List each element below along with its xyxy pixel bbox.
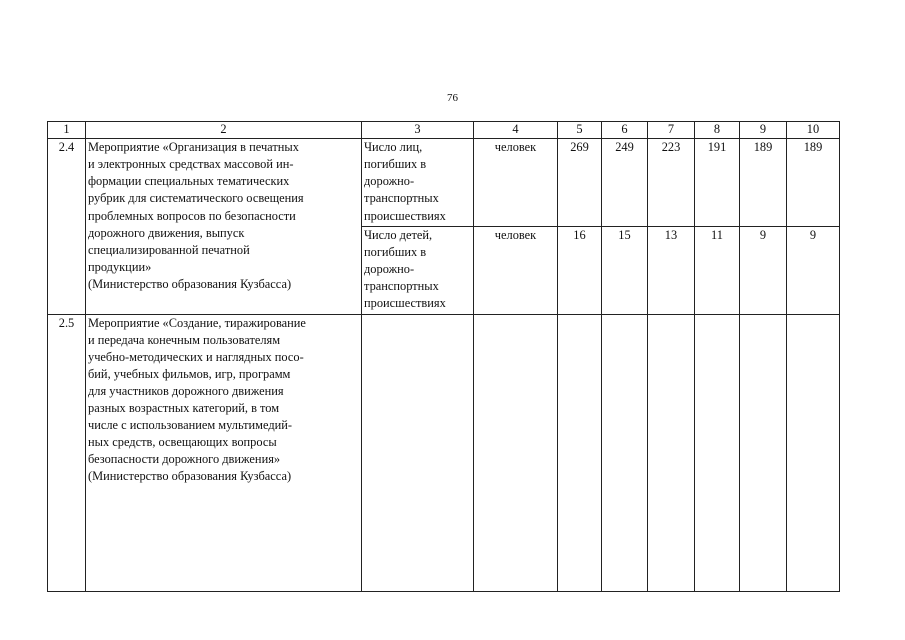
value-cell	[740, 314, 787, 591]
value-cell: 9	[740, 226, 787, 314]
value-cell: 15	[602, 226, 648, 314]
measure-line: формации специальных тематических	[88, 174, 290, 189]
measure-line: (Министерство образования Кузбасса)	[88, 276, 292, 291]
measure-line: бий, учебных фильмов, игр, программ	[88, 366, 291, 381]
column-number-header: 9	[740, 122, 787, 139]
column-number-header: 10	[787, 122, 840, 139]
measure-line: продукции»	[88, 259, 152, 274]
measure-line: ных средств, освещающих вопросы	[88, 435, 277, 450]
value-cell: 191	[695, 139, 740, 227]
column-number-header: 4	[474, 122, 558, 139]
unit-cell: человек	[474, 139, 558, 227]
value-cell	[558, 314, 602, 591]
value-cell	[602, 314, 648, 591]
value-cell: 9	[787, 226, 840, 314]
measure-cell	[86, 314, 362, 591]
value-cell: 189	[740, 139, 787, 227]
measure-line: разных возрастных категорий, в том	[88, 401, 280, 416]
indicator-line: происшествиях	[364, 208, 446, 223]
indicator-line: транспортных	[364, 191, 439, 206]
measure-line: безопасности дорожного движения»	[88, 452, 281, 467]
value-cell: 189	[787, 139, 840, 227]
measure-line: для участников дорожного движения	[88, 383, 284, 398]
page-number: 76	[447, 92, 458, 104]
column-number-header: 8	[695, 122, 740, 139]
indicator-line: транспортных	[364, 279, 439, 294]
value-cell: 13	[648, 226, 695, 314]
column-number-header: 1	[48, 122, 86, 139]
indicator-line: дорожно-	[364, 262, 415, 277]
indicator-line: дорожно-	[364, 174, 415, 189]
measure-line: учебно-методических и наглядных посо-	[88, 349, 304, 364]
indicator-line: Число лиц,	[364, 140, 423, 155]
row-number-cell: 2.5	[48, 314, 86, 591]
indicator-line: погибших в	[364, 244, 427, 259]
indicator-name-cell	[362, 314, 474, 591]
program-table	[47, 121, 840, 592]
measure-line: (Министерство образования Кузбасса)	[88, 469, 292, 484]
measure-line: и передача конечным пользователям	[88, 332, 281, 347]
value-cell: 16	[558, 226, 602, 314]
measure-cell	[86, 139, 362, 314]
indicator-line: погибших в	[364, 157, 427, 172]
unit-cell	[474, 314, 558, 591]
measure-line: рубрик для систематического освещения	[88, 191, 304, 206]
indicator-line: происшествиях	[364, 296, 446, 311]
indicator-name-cell	[362, 139, 474, 227]
table-row	[48, 139, 840, 227]
value-cell	[787, 314, 840, 591]
measure-line: числе с использованием мультимедий-	[88, 418, 293, 433]
value-cell: 249	[602, 139, 648, 227]
column-number-header: 2	[86, 122, 362, 139]
measure-line: проблемных вопросов по безопасности	[88, 208, 296, 223]
indicator-line: Число детей,	[364, 227, 433, 242]
measure-line: Мероприятие «Создание, тиражирование	[88, 315, 306, 330]
table-row	[48, 314, 840, 591]
row-number-cell: 2.4	[48, 139, 86, 314]
value-cell	[648, 314, 695, 591]
column-number-header: 3	[362, 122, 474, 139]
measure-line: дорожного движения, выпуск	[88, 225, 245, 240]
indicator-name-cell	[362, 226, 474, 314]
table-header-row	[48, 122, 840, 139]
column-number-header: 5	[558, 122, 602, 139]
measure-line: и электронных средствах массовой ин-	[88, 157, 294, 172]
value-cell	[695, 314, 740, 591]
value-cell: 223	[648, 139, 695, 227]
unit-cell: человек	[474, 226, 558, 314]
measure-line: специализированной печатной	[88, 242, 250, 257]
measure-line: Мероприятие «Организация в печатных	[88, 140, 299, 155]
column-number-header: 7	[648, 122, 695, 139]
value-cell: 269	[558, 139, 602, 227]
column-number-header: 6	[602, 122, 648, 139]
value-cell: 11	[695, 226, 740, 314]
